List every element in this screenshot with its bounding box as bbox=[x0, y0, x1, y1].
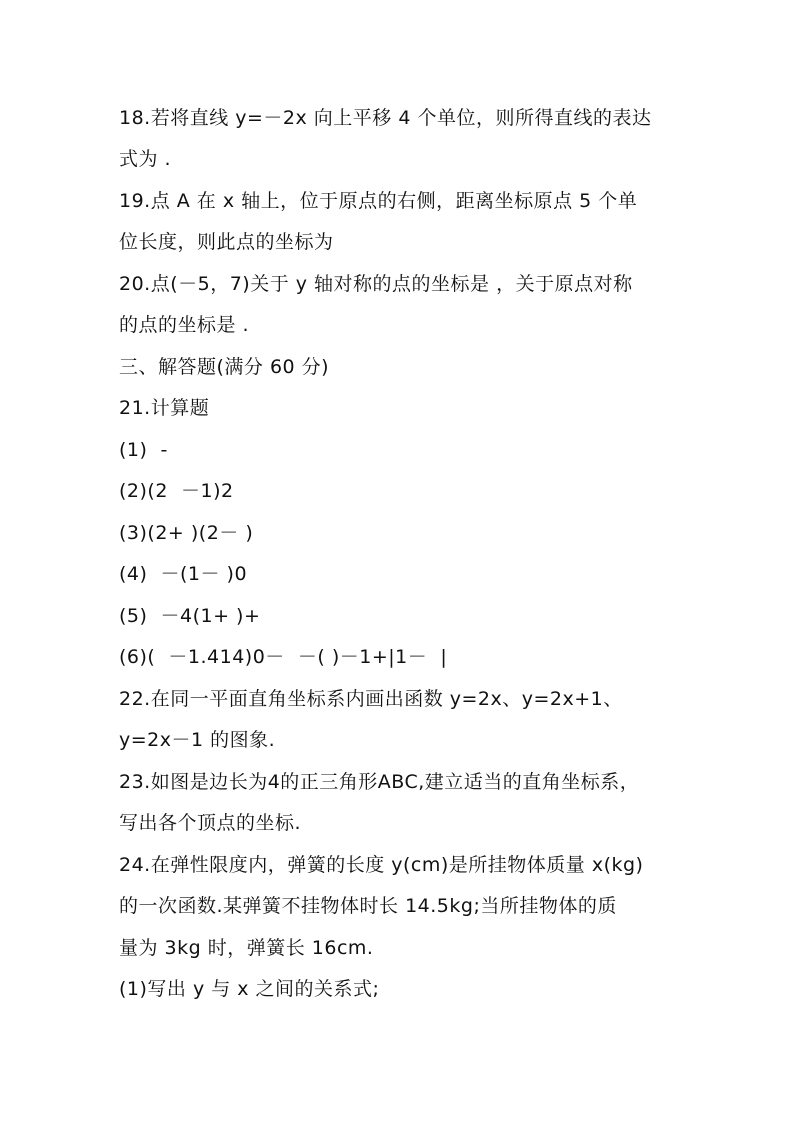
question-19-line-2: 位长度，则此点的坐标为 bbox=[119, 231, 334, 253]
question-18-line-1: 18.若将直线 y=－2x 向上平移 4 个单位，则所得直线的表达 bbox=[119, 107, 652, 129]
question-21-title: 21.计算题 bbox=[119, 397, 210, 419]
question-24-line-3: 量为 3kg 时，弹簧长 16cm. bbox=[119, 937, 374, 959]
question-22-line-1: 22.在同一平面直角坐标系内画出函数 y=2x、y=2x+1、 bbox=[119, 688, 623, 710]
question-24-line-2: 的一次函数.某弹簧不挂物体时长 14.5kg;当所挂物体的质 bbox=[119, 895, 617, 917]
section-heading: 三、解答题(满分 60 分) bbox=[119, 356, 330, 378]
question-18-line-2: 式为 . bbox=[119, 148, 172, 170]
question-20-line-2: 的点的坐标是 . bbox=[119, 314, 250, 336]
question-21-item-6: (6)( －1.414)0－ －( )－1+|1－ | bbox=[119, 646, 448, 668]
question-22-line-2: y=2x－1 的图象. bbox=[119, 729, 276, 751]
question-23-line-2: 写出各个顶点的坐标. bbox=[119, 812, 302, 834]
question-21-item-3: (3)(2+ )(2－ ) bbox=[119, 522, 254, 544]
question-21-item-1: (1) - bbox=[119, 439, 168, 461]
question-23-line-1: 23.如图是边长为4的正三角形ABC,建立适当的直角坐标系， bbox=[119, 771, 640, 793]
question-21-item-2: (2)(2 －1)2 bbox=[119, 480, 234, 502]
question-21-item-4: (4) －(1－ )0 bbox=[119, 563, 248, 585]
question-24-item-1: (1)写出 y 与 x 之间的关系式; bbox=[119, 978, 380, 1000]
question-20-line-1: 20.点(－5，7)关于 y 轴对称的点的坐标是 ，关于原点对称 bbox=[119, 273, 633, 295]
question-19-line-1: 19.点 A 在 x 轴上，位于原点的右侧，距离坐标原点 5 个单 bbox=[119, 190, 638, 212]
question-21-item-5: (5) －4(1+ )+ bbox=[119, 605, 261, 627]
question-24-line-1: 24.在弹性限度内，弹簧的长度 y(cm)是所挂物体质量 x(kg) bbox=[119, 854, 644, 876]
